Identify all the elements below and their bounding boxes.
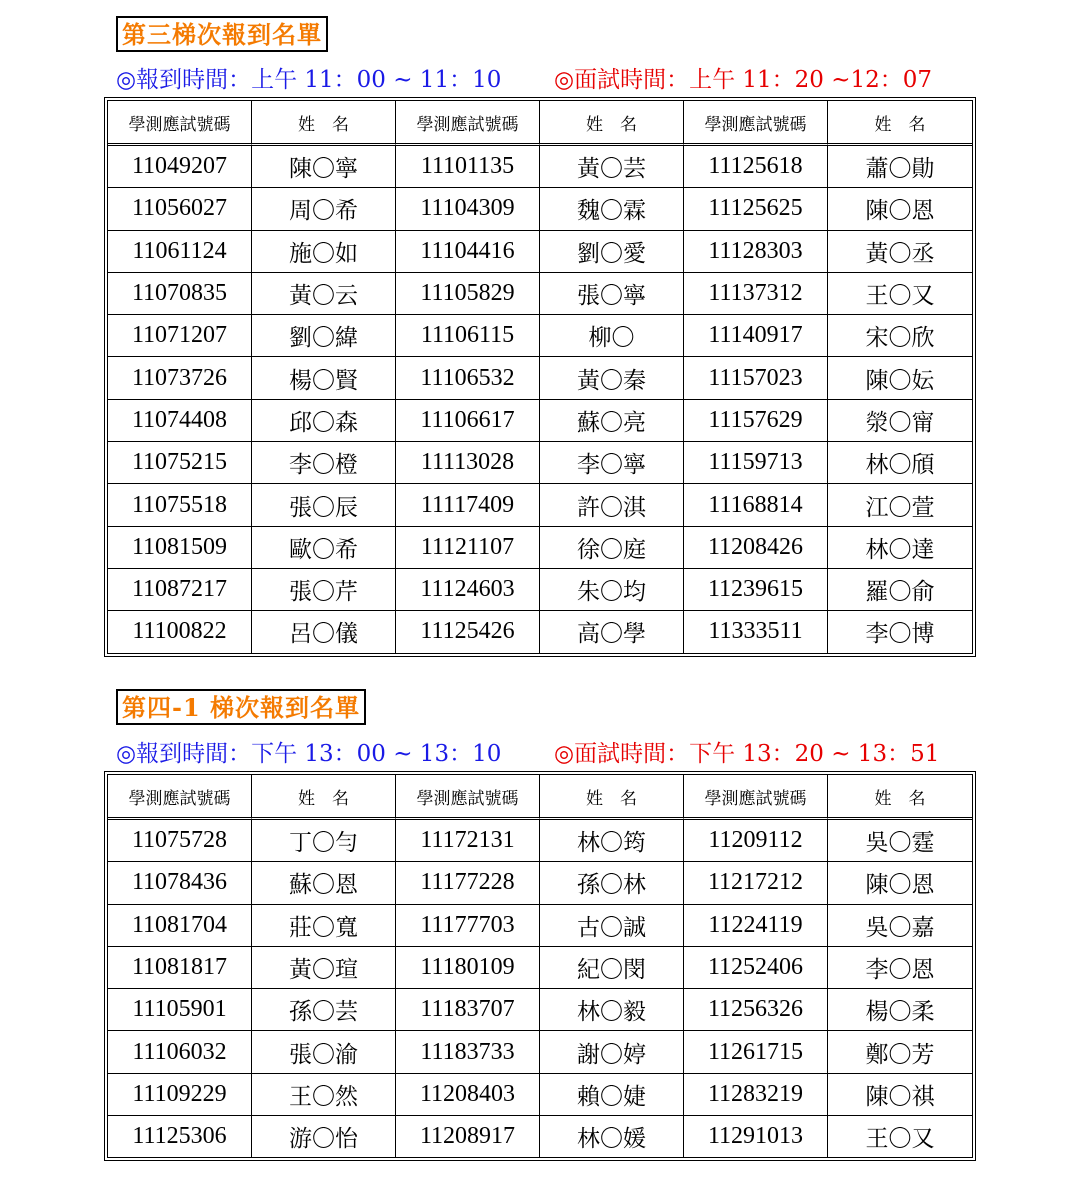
name-cell: 歐〇希 bbox=[252, 527, 396, 569]
roster-table bbox=[104, 97, 976, 657]
exam-number-cell: 11137312 bbox=[684, 273, 828, 315]
name-cell: 黃〇云 bbox=[252, 273, 396, 315]
header-name: 姓 名 bbox=[540, 101, 684, 146]
name-cell: 張〇寧 bbox=[540, 273, 684, 315]
name-cell: 張〇辰 bbox=[252, 484, 396, 526]
header-name: 姓 名 bbox=[540, 775, 684, 820]
header-exam-number: 學測應試號碼 bbox=[108, 775, 252, 820]
name-cell: 楊〇柔 bbox=[828, 989, 972, 1031]
table-row bbox=[108, 231, 972, 273]
exam-number-cell: 11180109 bbox=[396, 947, 540, 989]
exam-number-cell: 11106532 bbox=[396, 357, 540, 399]
header-name: 姓 名 bbox=[252, 101, 396, 146]
exam-number-cell: 11261715 bbox=[684, 1031, 828, 1073]
exam-number-cell: 11183733 bbox=[396, 1031, 540, 1073]
name-cell: 鄭〇芳 bbox=[828, 1031, 972, 1073]
name-cell: 謝〇婷 bbox=[540, 1031, 684, 1073]
name-cell: 陳〇妘 bbox=[828, 357, 972, 399]
exam-number-cell: 11075518 bbox=[108, 484, 252, 526]
name-cell: 楊〇賢 bbox=[252, 357, 396, 399]
exam-number-cell: 11075728 bbox=[108, 820, 252, 862]
table-row bbox=[108, 315, 972, 357]
exam-number-cell: 11157629 bbox=[684, 400, 828, 442]
exam-number-cell: 11128303 bbox=[684, 231, 828, 273]
name-cell: 蘇〇亮 bbox=[540, 400, 684, 442]
exam-number-cell: 11113028 bbox=[396, 442, 540, 484]
name-cell: 吳〇霆 bbox=[828, 820, 972, 862]
exam-number-cell: 11239615 bbox=[684, 569, 828, 611]
name-cell: 劉〇愛 bbox=[540, 231, 684, 273]
exam-number-cell: 11104416 bbox=[396, 231, 540, 273]
exam-number-cell: 11283219 bbox=[684, 1074, 828, 1116]
name-cell: 李〇橙 bbox=[252, 442, 396, 484]
name-cell: 吳〇嘉 bbox=[828, 905, 972, 947]
exam-number-cell: 11106115 bbox=[396, 315, 540, 357]
name-cell: 李〇博 bbox=[865, 621, 935, 648]
exam-number-cell: 11081509 bbox=[108, 527, 252, 569]
exam-number-cell: 11208403 bbox=[396, 1074, 540, 1116]
section-title: 第四-1 梯次報到名單 bbox=[116, 689, 366, 725]
exam-number-cell: 11073726 bbox=[108, 357, 252, 399]
name-cell: 劉〇緯 bbox=[252, 315, 396, 357]
exam-number-cell: 11157023 bbox=[684, 357, 828, 399]
name-cell: 黃〇瑄 bbox=[252, 947, 396, 989]
exam-number-cell: 11075215 bbox=[108, 442, 252, 484]
exam-number-cell: 11121107 bbox=[396, 527, 540, 569]
exam-number-cell: 11078436 bbox=[108, 862, 252, 904]
exam-number-cell: 11177228 bbox=[396, 862, 540, 904]
table-row bbox=[108, 442, 972, 484]
exam-number-cell: 11071207 bbox=[108, 315, 252, 357]
name-cell: 林〇媛 bbox=[540, 1116, 684, 1157]
table-row bbox=[108, 1074, 972, 1116]
name-cell: 江〇萱 bbox=[828, 484, 972, 526]
exam-number-cell: 11224119 bbox=[684, 905, 828, 947]
exam-number-cell: 11333511 bbox=[684, 611, 828, 652]
name-cell: 林〇頎 bbox=[828, 442, 972, 484]
exam-number-cell: 11105901 bbox=[108, 989, 252, 1031]
name-cell: 呂〇儀 bbox=[252, 611, 396, 652]
table-row bbox=[108, 527, 972, 569]
exam-number-cell: 11140917 bbox=[684, 315, 828, 357]
exam-number-cell: 11117409 bbox=[396, 484, 540, 526]
table-row bbox=[108, 357, 972, 399]
table-row bbox=[108, 484, 972, 526]
report-time: ◎報到時間：下午 13：00 ~ 13：10 bbox=[116, 741, 502, 767]
exam-number-cell: 11291013 bbox=[684, 1116, 828, 1157]
exam-number-cell: 11049207 bbox=[108, 146, 252, 188]
name-cell: 古〇誠 bbox=[540, 905, 684, 947]
exam-number-cell: 11100822 bbox=[108, 611, 252, 652]
exam-number-cell: 11124603 bbox=[396, 569, 540, 611]
interview-time: ◎面試時間：上午 11：20 ~12：07 bbox=[554, 67, 933, 93]
exam-number-cell: 11208426 bbox=[684, 527, 828, 569]
exam-number-cell: 11105829 bbox=[396, 273, 540, 315]
name-cell: 紀〇閔 bbox=[540, 947, 684, 989]
header-exam-number: 學測應試號碼 bbox=[684, 101, 828, 146]
exam-number-cell: 11104309 bbox=[396, 188, 540, 230]
exam-number-cell: 11172131 bbox=[396, 820, 540, 862]
name-cell: 丁〇勻 bbox=[252, 820, 396, 862]
table-row bbox=[108, 905, 972, 947]
name-cell: 林〇達 bbox=[828, 527, 972, 569]
name-cell: 游〇怡 bbox=[252, 1116, 396, 1157]
name-cell: 張〇芹 bbox=[252, 569, 396, 611]
table-row bbox=[108, 400, 972, 442]
name-cell: 王〇然 bbox=[252, 1074, 396, 1116]
name-cell: 李〇恩 bbox=[828, 947, 972, 989]
roster-table bbox=[104, 771, 976, 1161]
exam-number-cell: 11087217 bbox=[108, 569, 252, 611]
name-cell: 黃〇丞 bbox=[828, 231, 972, 273]
exam-number-cell: 11125426 bbox=[396, 611, 540, 652]
exam-number-cell: 11256326 bbox=[684, 989, 828, 1031]
exam-number-cell: 11125618 bbox=[684, 146, 828, 188]
name-cell: 莊〇寬 bbox=[252, 905, 396, 947]
name-cell: 林〇筠 bbox=[540, 820, 684, 862]
table-row bbox=[108, 273, 972, 315]
exam-number-cell: 11106032 bbox=[108, 1031, 252, 1073]
exam-number-cell: 11056027 bbox=[108, 188, 252, 230]
exam-number-cell: 11217212 bbox=[684, 862, 828, 904]
exam-number-cell: 11081704 bbox=[108, 905, 252, 947]
name-cell: 滎〇甯 bbox=[828, 400, 972, 442]
name-cell: 陳〇恩 bbox=[828, 862, 972, 904]
header-name: 姓 名 bbox=[828, 101, 972, 146]
exam-number-cell: 11208917 bbox=[396, 1116, 540, 1157]
name-cell: 高〇學 bbox=[540, 611, 684, 652]
name-cell: 羅〇俞 bbox=[828, 569, 972, 611]
exam-number-cell: 11252406 bbox=[684, 947, 828, 989]
exam-number-cell: 11061124 bbox=[108, 231, 252, 273]
exam-number-cell: 11109229 bbox=[108, 1074, 252, 1116]
name-cell: 蘇〇恩 bbox=[252, 862, 396, 904]
name-cell: 王〇又 bbox=[865, 1126, 935, 1153]
header-exam-number: 學測應試號碼 bbox=[396, 101, 540, 146]
exam-number-cell: 11125306 bbox=[108, 1116, 252, 1157]
table-row bbox=[108, 1031, 972, 1073]
table-row bbox=[108, 989, 972, 1031]
name-cell: 孫〇林 bbox=[540, 862, 684, 904]
name-cell: 黃〇秦 bbox=[540, 357, 684, 399]
table-row bbox=[108, 947, 972, 989]
name-cell: 孫〇芸 bbox=[252, 989, 396, 1031]
name-cell: 李〇寧 bbox=[540, 442, 684, 484]
name-cell: 張〇渝 bbox=[252, 1031, 396, 1073]
header-name: 姓 名 bbox=[252, 775, 396, 820]
name-cell: 黃〇芸 bbox=[540, 146, 684, 188]
table-row bbox=[108, 188, 972, 230]
name-cell: 周〇希 bbox=[252, 188, 396, 230]
name-cell: 魏〇霖 bbox=[540, 188, 684, 230]
name-cell: 徐〇庭 bbox=[540, 527, 684, 569]
name-cell: 邱〇森 bbox=[252, 400, 396, 442]
header-exam-number: 學測應試號碼 bbox=[108, 101, 252, 146]
header-name: 姓 名 bbox=[828, 775, 972, 820]
name-cell: 許〇淇 bbox=[540, 484, 684, 526]
exam-number-cell: 11177703 bbox=[396, 905, 540, 947]
name-cell: 朱〇均 bbox=[540, 569, 684, 611]
name-cell: 蕭〇勛 bbox=[828, 146, 972, 188]
name-cell: 王〇又 bbox=[828, 273, 972, 315]
table-row bbox=[108, 820, 972, 862]
interview-time: ◎面試時間：下午 13：20 ~ 13：51 bbox=[554, 741, 940, 767]
name-cell: 林〇毅 bbox=[540, 989, 684, 1031]
exam-number-cell: 11159713 bbox=[684, 442, 828, 484]
section-title: 第三梯次報到名單 bbox=[116, 16, 328, 52]
exam-number-cell: 11183707 bbox=[396, 989, 540, 1031]
exam-number-cell: 11070835 bbox=[108, 273, 252, 315]
table-row bbox=[108, 862, 972, 904]
name-cell: 宋〇欣 bbox=[828, 315, 972, 357]
name-cell: 陳〇祺 bbox=[828, 1074, 972, 1116]
table-row bbox=[108, 146, 972, 188]
report-time: ◎報到時間：上午 11：00 ~ 11：10 bbox=[116, 67, 502, 93]
table-row bbox=[108, 569, 972, 611]
name-cell: 柳〇 bbox=[540, 315, 684, 357]
exam-number-cell: 11081817 bbox=[108, 947, 252, 989]
name-cell: 賴〇婕 bbox=[540, 1074, 684, 1116]
exam-number-cell: 11074408 bbox=[108, 400, 252, 442]
exam-number-cell: 11106617 bbox=[396, 400, 540, 442]
name-cell: 陳〇恩 bbox=[828, 188, 972, 230]
header-exam-number: 學測應試號碼 bbox=[684, 775, 828, 820]
table-row bbox=[108, 1116, 972, 1157]
header-exam-number: 學測應試號碼 bbox=[396, 775, 540, 820]
exam-number-cell: 11101135 bbox=[396, 146, 540, 188]
name-cell: 陳〇寧 bbox=[252, 146, 396, 188]
table-row bbox=[108, 611, 972, 652]
exam-number-cell: 11209112 bbox=[684, 820, 828, 862]
name-cell: 施〇如 bbox=[252, 231, 396, 273]
exam-number-cell: 11168814 bbox=[684, 484, 828, 526]
exam-number-cell: 11125625 bbox=[684, 188, 828, 230]
